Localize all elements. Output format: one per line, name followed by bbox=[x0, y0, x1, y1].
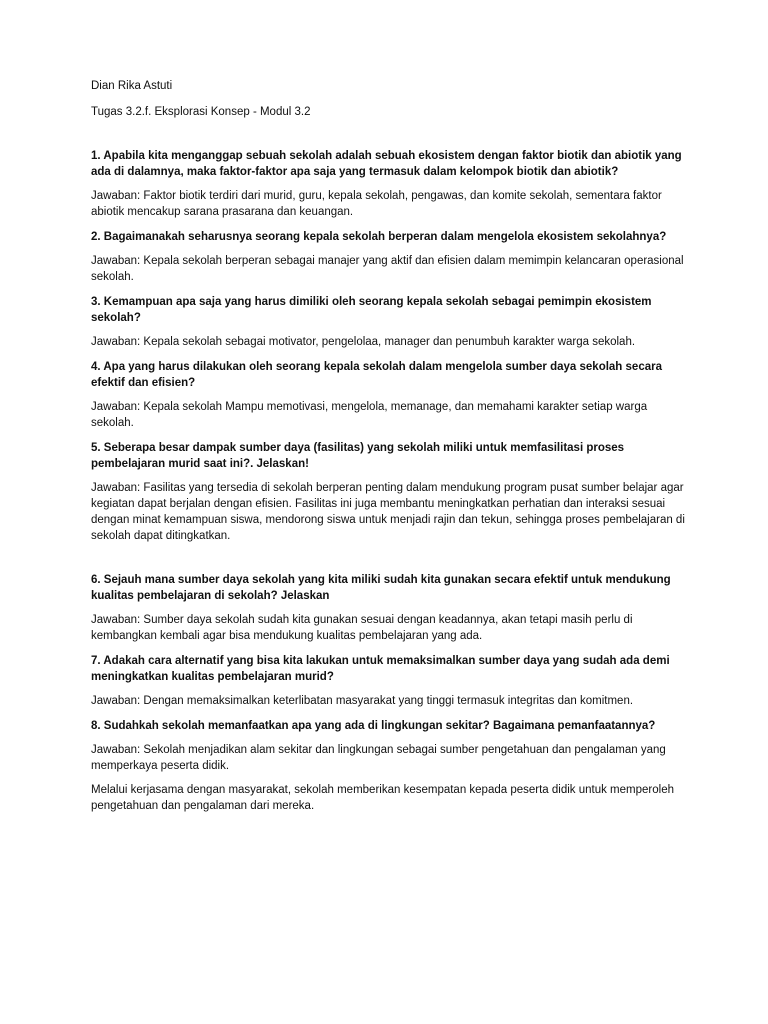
question-4: 4. Apa yang harus dilakukan oleh seorang kepala sekolah dalam mengelola sumber daya sekolah secara efektif dan efisien? bbox=[91, 361, 662, 389]
question-5: 5. Seberapa besar dampak sumber daya (fasilitas) yang sekolah miliki untuk memfasilitasi proses pembelajaran murid saat ini?. Jelaskan! bbox=[91, 442, 625, 470]
qa-item-5 bbox=[91, 440, 691, 544]
qa-item-1 bbox=[91, 148, 691, 220]
answer-8: Jawaban: Sekolah menjadikan alam sekitar dan lingkungan sebagai sumber pengetahuan dan pengalaman yang memperkaya peserta didik. bbox=[91, 744, 666, 772]
answer-4: Jawaban: Kepala sekolah Mampu memotivasi, mengelola, memanage, dan memahami karakter setiap warga sekolah. bbox=[91, 401, 648, 429]
qa-item-7 bbox=[91, 653, 691, 709]
question-2: 2. Bagaimanakah seharusnya seorang kepala sekolah berperan dalam mengelola ekosistem sekolahnya? bbox=[91, 231, 667, 243]
answer-7: Jawaban: Dengan memaksimalkan keterlibatan masyarakat yang tinggi termasuk integritas dan komitmen. bbox=[91, 695, 634, 707]
question-3: 3. Kemampuan apa saja yang harus dimiliki oleh seorang kepala sekolah sebagai pemimpin ekosistem sekolah? bbox=[91, 296, 652, 324]
answer-8-extra: Melalui kerjasama dengan masyarakat, sekolah memberikan kesempatan kepada peserta didik untuk memperoleh pengetahuan dan pengalaman dari mereka. bbox=[91, 784, 674, 812]
question-1: 1. Apabila kita menganggap sebuah sekolah adalah sebuah ekosistem dengan faktor biotik dan abiotik yang ada di dalamnya, maka faktor-faktor apa saja yang termasuk dalam kelompok biotik dan abiotik? bbox=[91, 150, 682, 178]
answer-3: Jawaban: Kepala sekolah sebagai motivator, pengelolaa, manager dan penumbuh karakter warga sekolah. bbox=[91, 336, 636, 348]
answer-2: Jawaban: Kepala sekolah berperan sebagai manajer yang aktif dan efisien dalam memimpin kelancaran operasional sekolah. bbox=[91, 255, 684, 283]
answer-6: Jawaban: Sumber daya sekolah sudah kita gunakan sesuai dengan keadannya, akan tetapi masih perlu di kembangkan kembali agar bisa mendukung kualitas pembelajaran yang ada. bbox=[91, 614, 633, 642]
qa-item-3 bbox=[91, 294, 691, 350]
author-name: Dian Rika Astuti bbox=[91, 80, 173, 92]
qa-item-4 bbox=[91, 359, 691, 431]
assignment-title: Tugas 3.2.f. Eksplorasi Konsep - Modul 3.2 bbox=[91, 106, 311, 118]
answer-1: Jawaban: Faktor biotik terdiri dari murid, guru, kepala sekolah, pengawas, dan komite sekolah, sementara faktor abiotik mencakup sarana prasarana dan keuangan. bbox=[91, 190, 662, 218]
question-7: 7. Adakah cara alternatif yang bisa kita lakukan untuk memaksimalkan sumber daya yang sudah ada demi meningkatkan kualitas pembelajaran murid? bbox=[91, 655, 670, 683]
document-page bbox=[91, 78, 691, 814]
question-8: 8. Sudahkah sekolah memanfaatkan apa yang ada di lingkungan sekitar? Bagaimana pemanfaatannya? bbox=[91, 720, 656, 732]
qa-item-6 bbox=[91, 572, 691, 644]
qa-item-2 bbox=[91, 229, 691, 285]
answer-5: Jawaban: Fasilitas yang tersedia di sekolah berperan penting dalam mendukung program pusat sumber belajar agar kegiatan dapat berjalan dengan efisien. Fasilitas ini juga membantu meningkatkan perhatian dan interaksi sesuai dengan minat kemampuan siswa, mendorong siswa untuk menjadi rajin dan tekun, sehingga proses pembelajaran di sekolah dapat ditingkatkan. bbox=[91, 482, 685, 542]
question-6: 6. Sejauh mana sumber daya sekolah yang kita miliki sudah kita gunakan secara efektif untuk mendukung kualitas pembelajaran di sekolah? Jelaskan bbox=[91, 574, 671, 602]
qa-item-8 bbox=[91, 718, 691, 814]
